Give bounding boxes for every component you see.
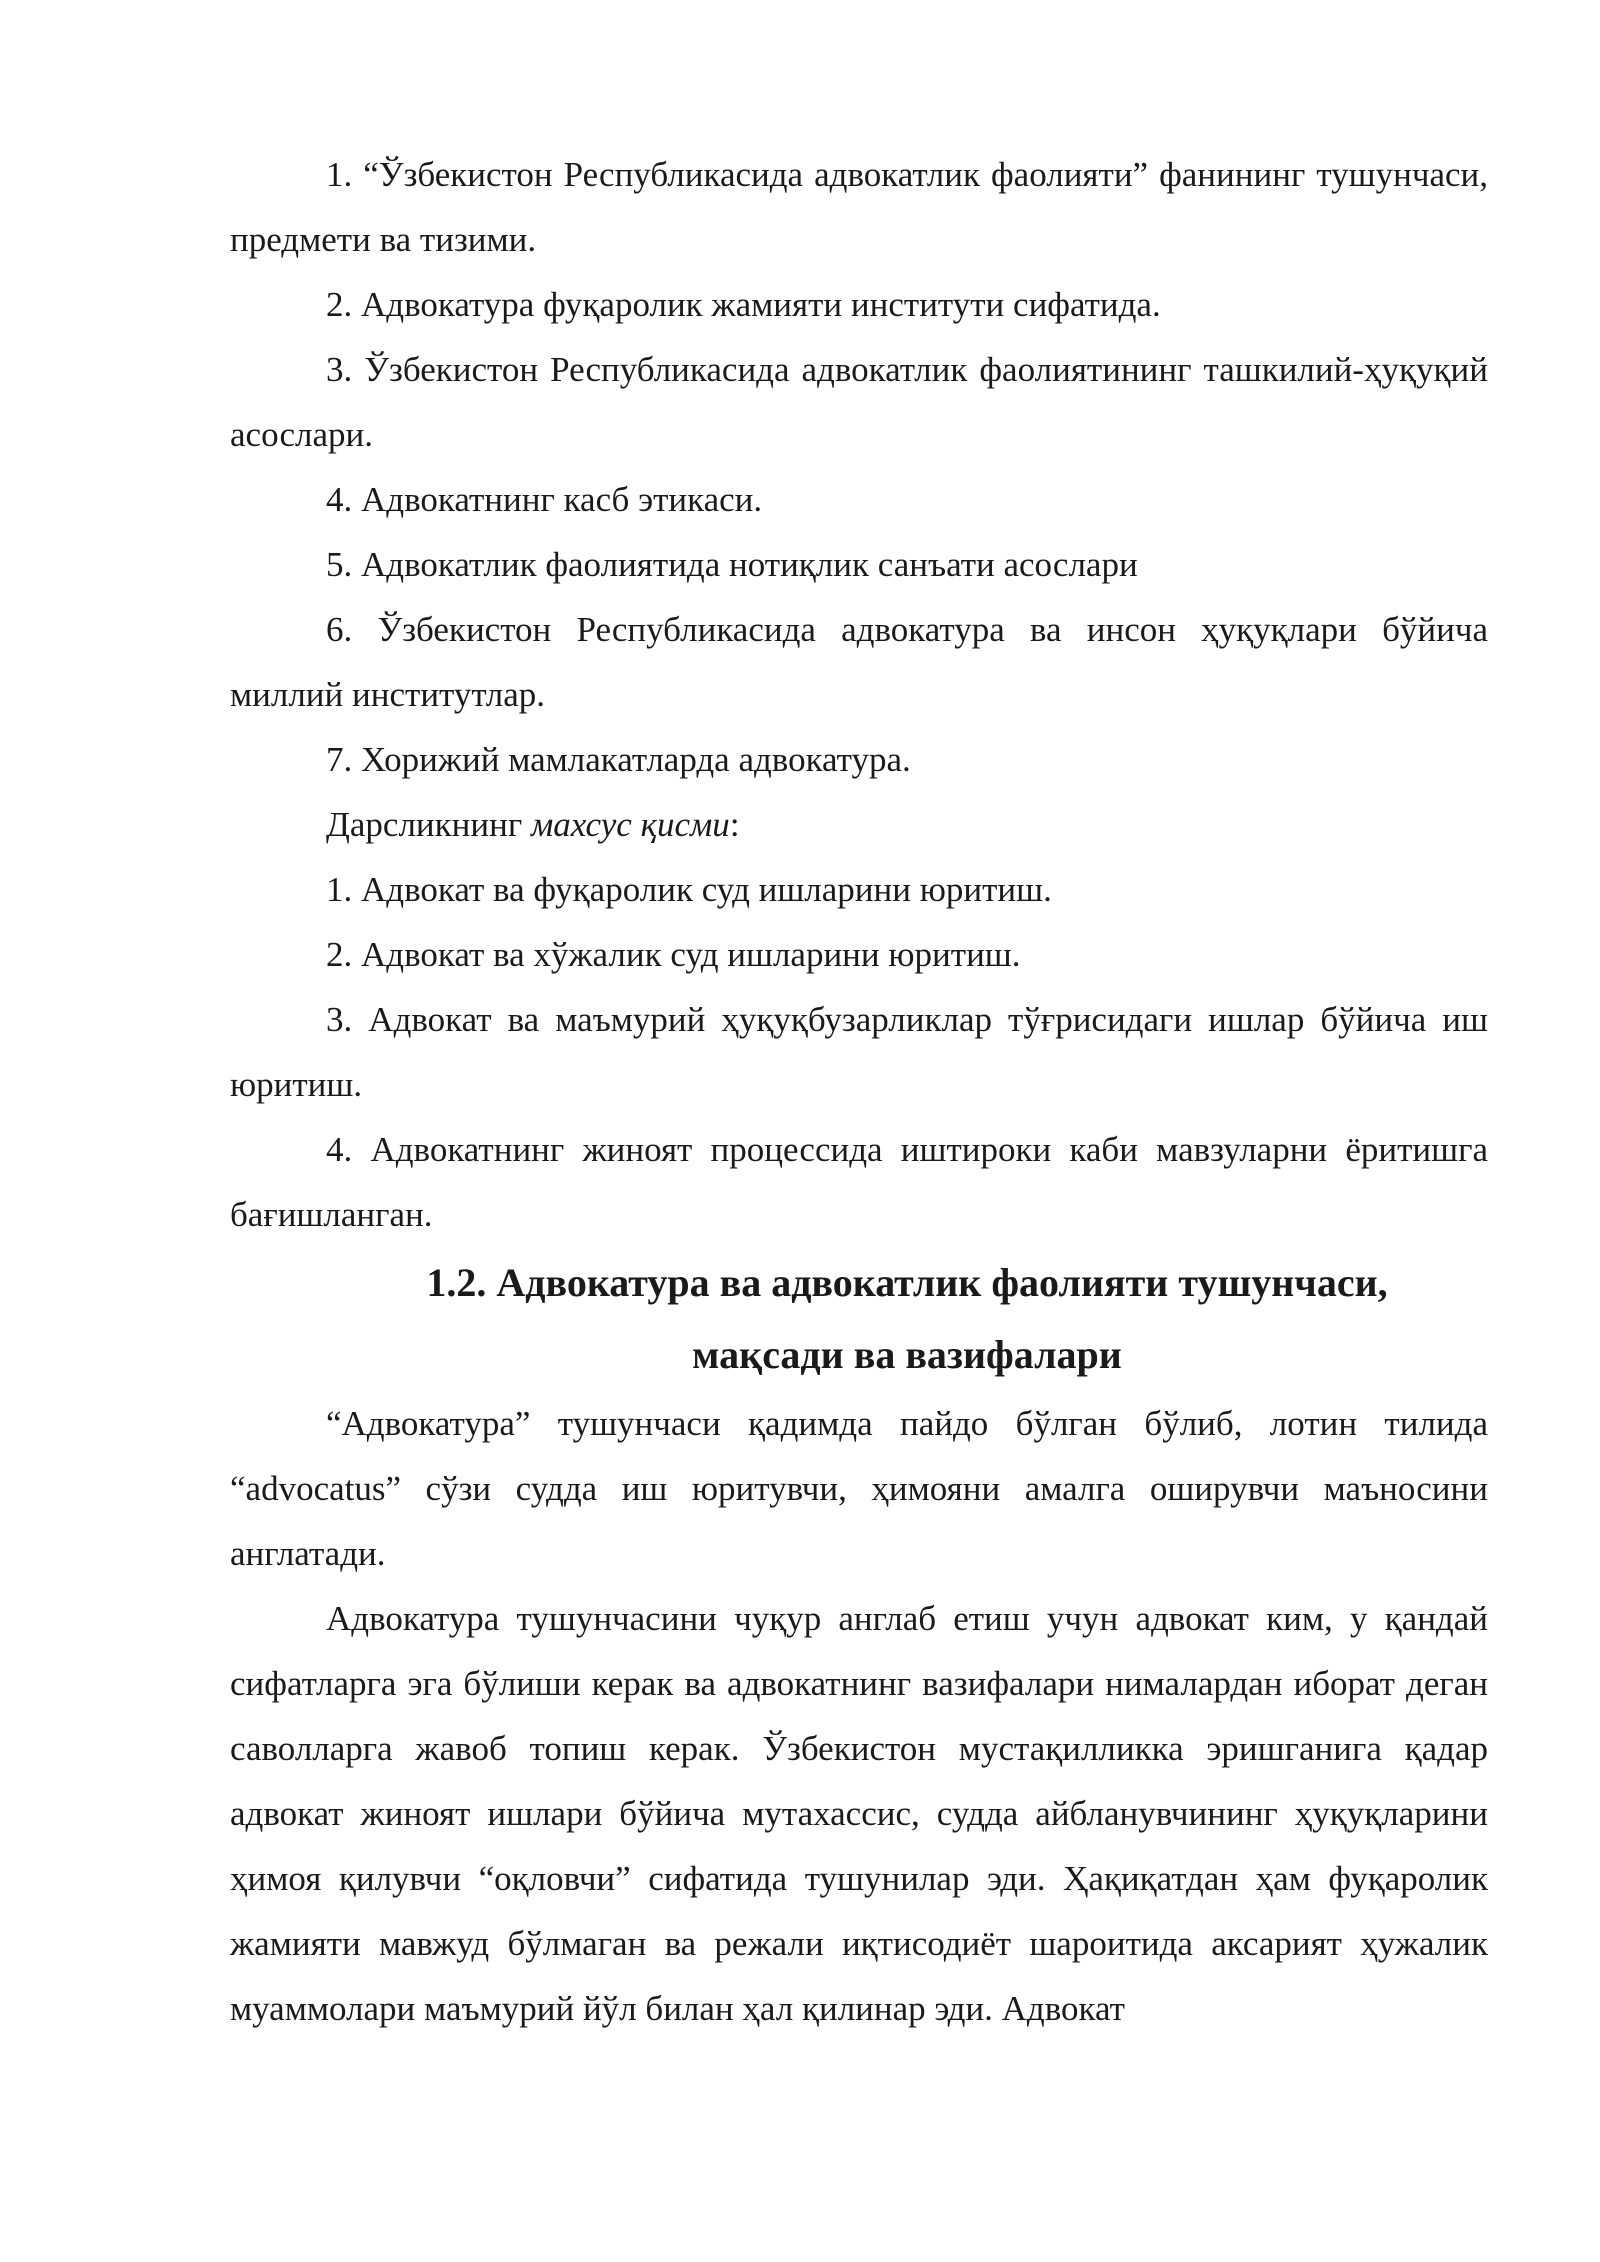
special-part-prefix: Дарсликнинг bbox=[326, 805, 531, 844]
body-paragraph: “Адвокатура” тушунчаси қадимда пайдо бўлган бўлиб, лотин тилида “advocatus” сўзи судда иш юритувчи, ҳимояни амалга оширувчи маъносини англатади. bbox=[230, 1404, 1488, 1573]
list-item: 4. Адвокатнинг жиноят процессида иштироки каби мавзуларни ёритишга бағишланган. bbox=[230, 1130, 1488, 1234]
section-heading-line-1: 1.2. Адвокатура ва адвокатлик фаолияти тушунчаси, bbox=[426, 1260, 1388, 1305]
list-item: 2. Адвокат ва хўжалик суд ишларини юритиш. bbox=[326, 935, 1021, 974]
list-item: 3. Ўзбекистон Республикасида адвокатлик фаолиятининг ташкилий-ҳуқуқий асослари. bbox=[230, 350, 1488, 454]
list-item: 2. Адвокатура фуқаролик жамияти институти сифатида. bbox=[326, 285, 1161, 324]
list-item: 1. Адвокат ва фуқаролик суд ишларини юритиш. bbox=[326, 870, 1052, 909]
body-paragraph: Адвокатура тушунчасини чуқур англаб етиш учун адвокат ким, у қандай сифатларга эга бўлиши керак ва адвокатнинг вазифалари нималардан иборат деган саволларга жавоб топиш керак. Ўзбекистон мустақилликка эришганига қадар адвокат жиноят ишлари бўйича мутахассис, судда айбланувчининг ҳуқуқларини ҳимоя қилувчи “оқловчи” сифатида тушунилар эди. Ҳақиқатдан ҳам фуқаролик жамияти мавжуд бўлмаган ва режали иқтисодиёт шароитида аксарият ҳужалик муаммолари маъмурий йўл билан ҳал қилинар эди. Адвокат bbox=[230, 1599, 1488, 2028]
special-part-emphasis: махсус қисми bbox=[530, 805, 730, 844]
list-item: 7. Хорижий мамлакатларда адвокатура. bbox=[326, 740, 911, 779]
special-part-intro bbox=[230, 792, 1488, 857]
section-heading-line-2: мақсади ва вазифалари bbox=[692, 1332, 1122, 1377]
document-body bbox=[230, 142, 1488, 2041]
list-item: 4. Адвокатнинг касб этикаси. bbox=[326, 480, 763, 519]
list-item: 5. Адвокатлик фаолиятида нотиқлик санъати асослари bbox=[326, 545, 1138, 584]
list-item: 3. Адвокат ва маъмурий ҳуқуқбузарликлар тўғрисидаги ишлар бўйича иш юритиш. bbox=[230, 1000, 1488, 1104]
special-part-suffix: : bbox=[729, 805, 740, 844]
list-item: 6. Ўзбекистон Республикасида адвокатура ва инсон ҳуқуқлари бўйича миллий институтлар. bbox=[230, 610, 1488, 714]
list-item: 1. “Ўзбекистон Республикасида адвокатлик фаолияти” фанининг тушунчаси, предмети ва тизими. bbox=[230, 155, 1488, 259]
